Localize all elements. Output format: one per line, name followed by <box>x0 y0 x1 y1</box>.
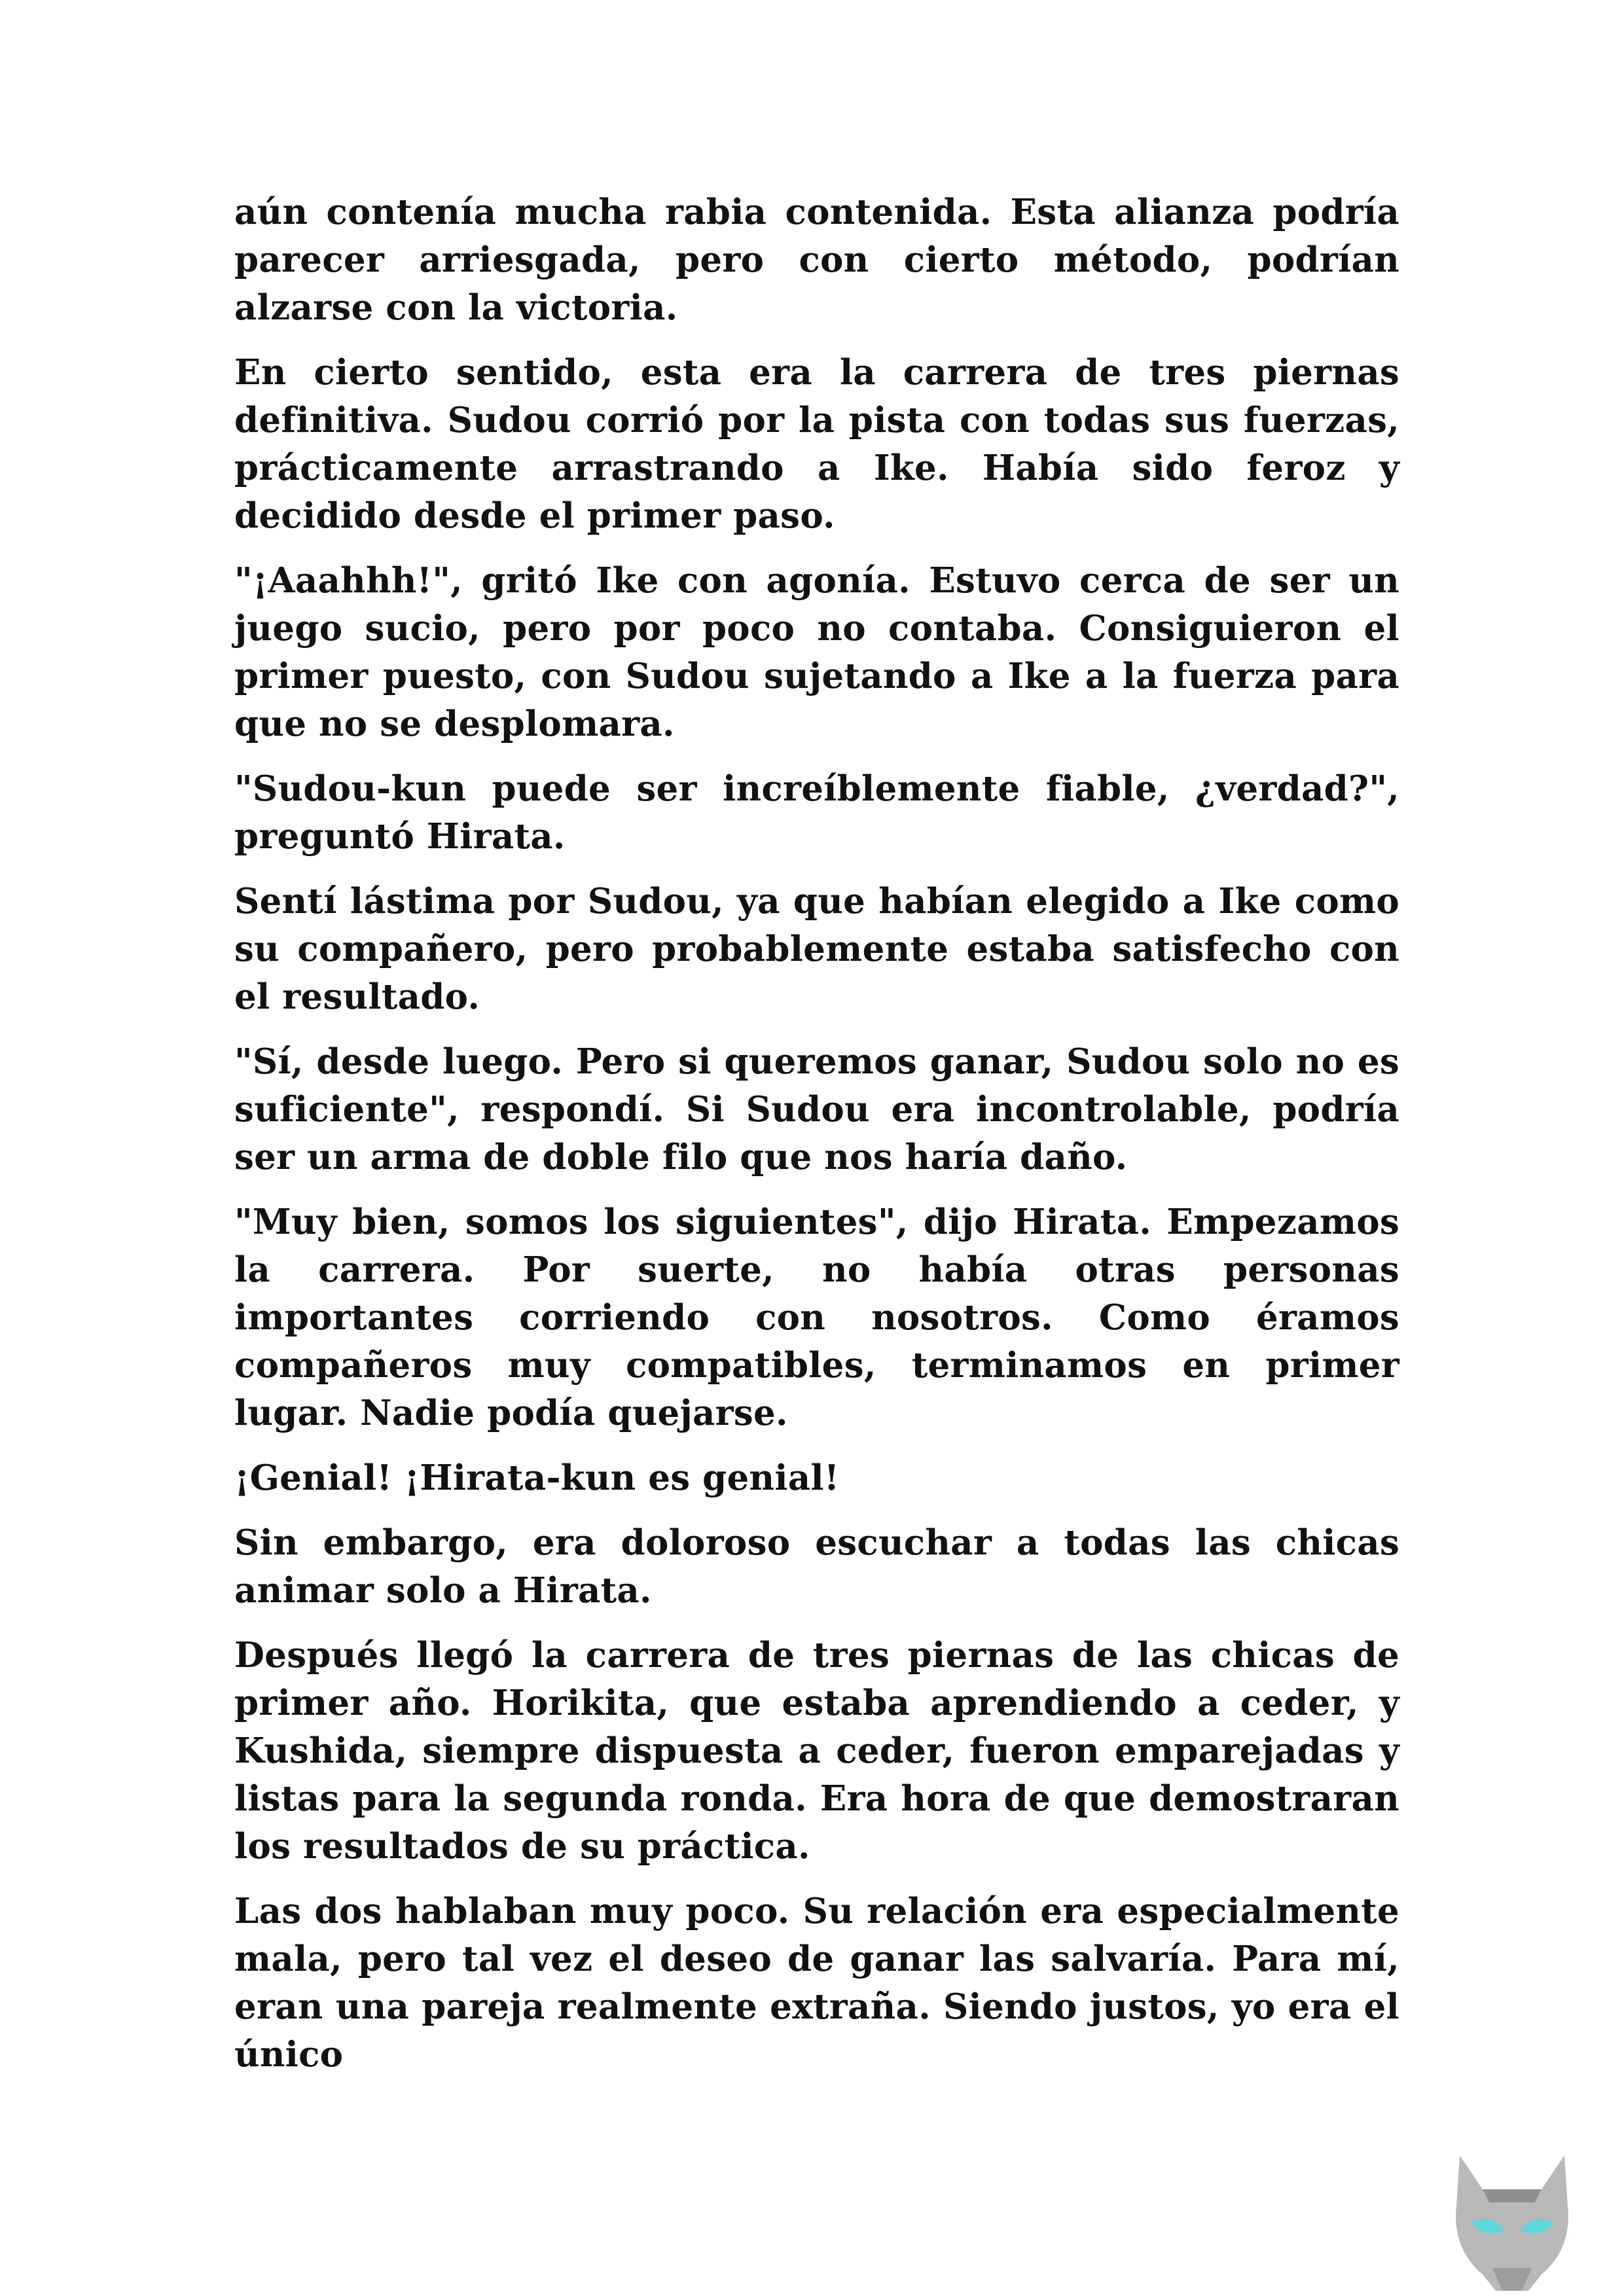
paragraph: "¡Aaahhh!", gritó Ike con agonía. Estuvo cerca de ser un juego sucio, pero por poco no contaba. Consiguieron el primer puesto, con Sudou sujetando a Ike a la fuerza para que no se desplomara. <box>234 560 1399 744</box>
paragraph: Sentí lástima por Sudou, ya que habían elegido a Ike como su compañero, pero probablemente estaba satisfecho con el resultado. <box>234 881 1399 1017</box>
demon-head-icon <box>1437 2144 1587 2294</box>
paragraph: Sin embargo, era doloroso escuchar a todas las chicas animar solo a Hirata. <box>234 1522 1399 1611</box>
paragraph: ¡Genial! ¡Hirata-kun es genial! <box>234 1458 840 1498</box>
body-text <box>234 188 1399 2096</box>
paragraph: "Muy bien, somos los siguientes", dijo Hirata. Empezamos la carrera. Por suerte, no había otras personas importantes corriendo con nosotros. Como éramos compañeros muy compatibles, terminamos en primer lugar. Nadie podía quejarse. <box>234 1202 1399 1433</box>
paragraph: Las dos hablaban muy poco. Su relación era especialmente mala, pero tal vez el deseo de ganar las salvaría. Para mí, eran una pareja realmente extraña. Siendo justos, yo era el único <box>234 1891 1399 2075</box>
paragraph: "Sí, desde luego. Pero si queremos ganar, Sudou solo no es suficiente", respondí. Si Sudou era incontrolable, podría ser un arma de doble filo que nos haría daño. <box>234 1041 1399 1177</box>
paragraph: Después llegó la carrera de tres piernas de las chicas de primer año. Horikita, que estaba aprendiendo a ceder, y Kushida, siempre dispuesta a ceder, fueron emparejadas y listas para la segunda ronda. Era hora de que demostraran los resultados de su práctica. <box>234 1635 1399 1867</box>
paragraph: "Sudou-kun puede ser increíblemente fiable, ¿verdad?", preguntó Hirata. <box>234 768 1399 857</box>
paragraph: aún contenía mucha rabia contenida. Esta alianza podría parecer arriesgada, pero con cierto método, podrían alzarse con la victoria. <box>234 192 1399 328</box>
paragraph: En cierto sentido, esta era la carrera de tres piernas definitiva. Sudou corrió por la pista con todas sus fuerzas, prácticamente arrastrando a Ike. Había sido feroz y decidido desde el primer paso. <box>234 352 1399 536</box>
